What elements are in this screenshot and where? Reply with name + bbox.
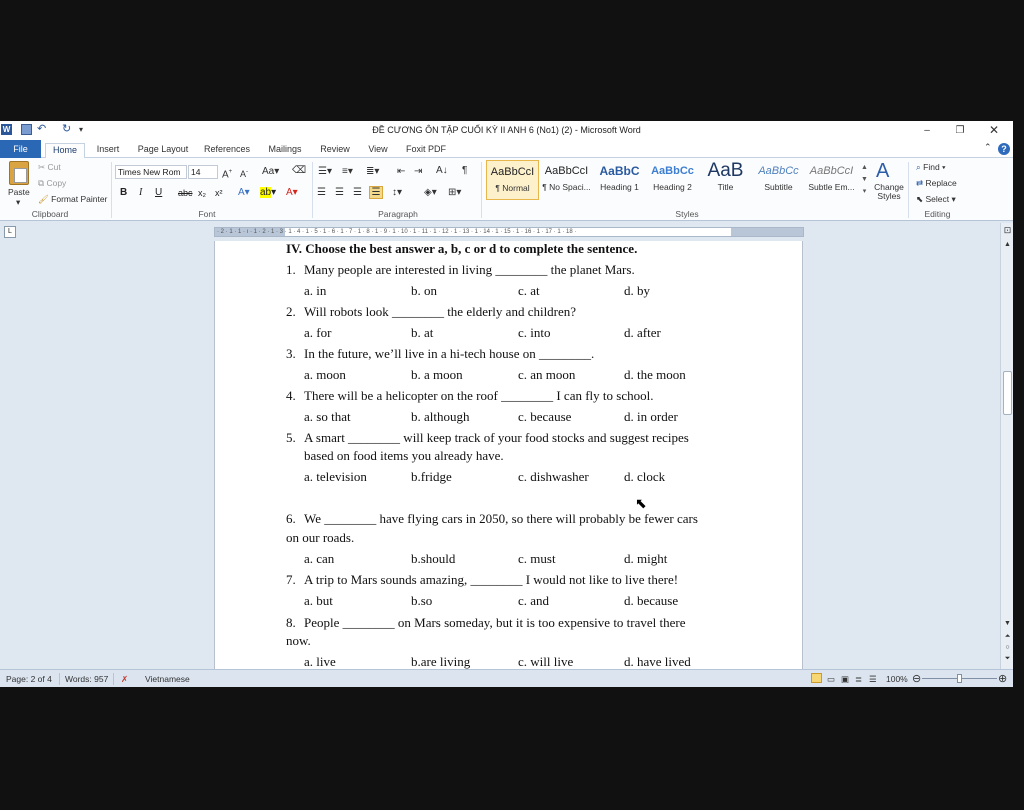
format-painter-icon: 🖌: [38, 194, 49, 204]
grow-font-icon[interactable]: A+: [222, 169, 233, 181]
option-b: b.fridge: [411, 469, 452, 484]
cut-label: Cut: [47, 162, 61, 172]
copy-icon: ⧉: [38, 178, 45, 188]
style-heading-1[interactable]: [593, 160, 646, 200]
copy-label: Copy: [46, 178, 67, 188]
tab-view[interactable]: View: [368, 144, 388, 154]
full-screen-reading-icon[interactable]: ▭: [827, 674, 836, 684]
tab-foxit-pdf[interactable]: Foxit PDF: [405, 144, 446, 154]
question-number: 8.: [286, 615, 296, 630]
option-a: a. moon: [304, 367, 346, 382]
question-text: We ________ have flying cars in 2050, so there will probably be fewer cars: [304, 511, 698, 526]
ribbon-tabs: [0, 140, 1013, 158]
styles-group-label: Styles: [675, 209, 699, 219]
status-divider: [113, 673, 114, 685]
strikethrough-icon[interactable]: abc: [178, 188, 193, 198]
print-layout-view-icon[interactable]: [811, 673, 822, 683]
text-effects-icon[interactable]: A▾: [238, 187, 250, 198]
option-b: b.are living: [411, 654, 471, 669]
question-number: 6.: [286, 511, 296, 526]
change-styles-icon[interactable]: A: [876, 160, 890, 182]
question-text-continued: now.: [286, 633, 311, 648]
option-b: b. at: [411, 325, 434, 340]
tab-mailings[interactable]: Mailings: [268, 144, 302, 154]
option-c: c. dishwasher: [518, 469, 589, 484]
align-left-icon[interactable]: ☰: [317, 187, 326, 198]
style-sample: AaBbCc: [758, 165, 799, 177]
style-name: ¶ No Spaci...: [542, 182, 591, 192]
zoom-level[interactable]: 100%: [886, 674, 908, 684]
group-divider: [908, 162, 909, 218]
question-text: People ________ on Mars someday, but it is too expensive to travel there: [304, 615, 686, 630]
option-c: c. at: [518, 283, 540, 298]
option-a: a. so that: [304, 409, 351, 424]
replace-icon: ⇄: [916, 178, 924, 188]
select-label: Select: [925, 194, 950, 204]
language-indicator[interactable]: Vietnamese: [145, 674, 190, 684]
web-layout-icon[interactable]: ▣: [841, 674, 850, 684]
justify-icon[interactable]: ☰: [369, 186, 383, 199]
highlight-color-icon[interactable]: ab▾: [260, 187, 277, 198]
tab-page-layout[interactable]: Page Layout: [137, 144, 189, 154]
question-text: There will be a helicopter on the roof ________ I can fly to school.: [304, 388, 654, 403]
subscript-icon[interactable]: x₂: [198, 188, 206, 198]
option-a: a. in: [304, 283, 327, 298]
question-text: Many people are interested in living ________ the planet Mars.: [304, 262, 635, 277]
word-window: [0, 121, 1013, 687]
question-number: 7.: [286, 572, 296, 587]
find-label: Find: [923, 162, 940, 172]
undo-icon[interactable]: ↶: [37, 123, 47, 135]
previous-page-icon[interactable]: ⏶: [1004, 633, 1011, 640]
mouse-cursor-icon: ⬉: [635, 495, 647, 511]
option-a: a. for: [304, 325, 332, 340]
word-app-icon[interactable]: W: [2, 125, 11, 134]
tab-review[interactable]: Review: [320, 144, 350, 154]
proofing-icon[interactable]: ✗: [121, 674, 129, 684]
option-c: c. an moon: [518, 367, 576, 382]
question-text-continued: on our roads.: [286, 530, 355, 545]
copy-button[interactable]: [38, 178, 66, 189]
option-d: d. after: [624, 325, 661, 340]
align-right-icon[interactable]: ☰: [353, 187, 362, 198]
help-icon[interactable]: ?: [998, 143, 1010, 155]
increase-indent-icon[interactable]: ⇥: [414, 166, 423, 177]
find-icon: ⌕: [916, 162, 921, 172]
style-name: ¶ Normal: [495, 183, 530, 193]
ruler-row: [0, 221, 1013, 241]
horizontal-ruler[interactable]: [214, 227, 804, 237]
find-button[interactable]: ⌕ Find ▾: [916, 162, 946, 172]
style-heading-2[interactable]: [646, 160, 699, 200]
option-b: b. a moon: [411, 367, 463, 382]
option-d: d. clock: [624, 469, 666, 484]
draft-view-icon[interactable]: ☰: [869, 674, 877, 684]
font-size-combo[interactable]: 14: [188, 165, 218, 179]
clipboard-group-label: Clipboard: [31, 209, 69, 219]
question-text: Will robots look ________ the elderly and children?: [304, 304, 577, 319]
question-number: 5.: [286, 430, 296, 445]
bold-icon[interactable]: B: [120, 187, 128, 198]
zoom-in-icon[interactable]: ⊕: [998, 673, 1008, 685]
align-center-icon[interactable]: ☰: [335, 187, 344, 198]
style-sample: AaBbCcI: [544, 165, 589, 177]
option-d: d. in order: [624, 409, 678, 424]
style-subtle-emphasis[interactable]: [805, 160, 858, 200]
clear-formatting-icon[interactable]: ⌫: [292, 165, 307, 176]
style-name: Subtle Em...: [808, 182, 855, 192]
page-count[interactable]: Page: 2 of 4: [6, 674, 52, 684]
option-c: c. will live: [518, 654, 574, 669]
option-b: b. although: [411, 409, 470, 424]
vertical-scrollbar[interactable]: [1000, 223, 1013, 669]
change-styles-button[interactable]: Change Styles: [874, 182, 904, 201]
line-spacing-icon[interactable]: ↕▾: [392, 187, 403, 198]
option-c: c. into: [518, 325, 551, 340]
replace-label: Replace: [925, 178, 957, 188]
sort-icon[interactable]: A↓: [436, 165, 448, 176]
option-d: d. have lived: [624, 654, 691, 669]
show-hide-marks-icon[interactable]: ¶: [462, 165, 468, 176]
redo-icon[interactable]: ↻: [62, 123, 72, 135]
tab-insert[interactable]: Insert: [96, 144, 120, 154]
style-sample: AaBbCc: [651, 165, 694, 177]
status-bar: [0, 669, 1013, 687]
ribbon-home: [0, 158, 1013, 221]
numbering-icon[interactable]: ≡▾: [342, 166, 353, 177]
paste-button[interactable]: Paste: [8, 187, 30, 197]
scrollbar-thumb[interactable]: [1003, 371, 1012, 415]
restore-button[interactable]: ❐: [955, 125, 965, 136]
option-d: d. might: [624, 551, 668, 566]
tab-references[interactable]: References: [203, 144, 251, 154]
zoom-slider-thumb[interactable]: [957, 674, 962, 683]
status-divider: [59, 673, 60, 685]
option-c: c. because: [518, 409, 572, 424]
style-name: Heading 2: [653, 182, 692, 192]
shading-icon[interactable]: ◈▾: [424, 187, 437, 198]
ruler-ticks: · 2 · 1 · 1 · ı · 1 · 2 · 1 · 3 · 1 · 4 · 1 · 5 · 1 · 6 · 1 · 7 · 1 · 8 · 1 · 9 · 1 · 10 · 1 · 11 · 1 · 12 · 1 · 13 · 1 · 14 · 1 · 15 · 1 · 16 · 1 · 17 · 1 · 18 ·: [217, 229, 577, 235]
select-button[interactable]: ⬉ Select ▾: [916, 194, 956, 204]
option-c: c. must: [518, 551, 556, 566]
cut-button[interactable]: [38, 162, 61, 173]
tab-home[interactable]: Home: [45, 143, 85, 158]
paragraph-group-label: Paragraph: [378, 209, 418, 219]
word-count[interactable]: Words: 957: [65, 674, 109, 684]
option-d: d. because: [624, 593, 679, 608]
borders-icon[interactable]: ⊞▾: [448, 187, 462, 198]
scroll-up-icon[interactable]: ▲: [1004, 241, 1011, 248]
option-b: b.so: [411, 593, 433, 608]
style-sample: AaB: [707, 160, 744, 181]
style-subtitle[interactable]: [752, 160, 805, 200]
font-name-combo[interactable]: Times New Rom: [115, 165, 187, 179]
style-name: Title: [717, 182, 734, 192]
zoom-out-icon[interactable]: ⊖: [912, 673, 922, 685]
style-name: Heading 1: [600, 182, 639, 192]
superscript-icon[interactable]: x²: [215, 188, 223, 198]
option-a: a. can: [304, 551, 335, 566]
style-sample: AaBbC: [599, 164, 640, 178]
option-b: b. on: [411, 283, 437, 298]
style-no-spacing[interactable]: [540, 160, 593, 200]
styles-scroll-icon[interactable]: ▲ ▼ ▾: [861, 164, 868, 195]
ruler-right-margin: [731, 228, 803, 236]
option-d: d. by: [624, 283, 650, 298]
title-bar: [0, 121, 1013, 140]
paste-dropdown-icon[interactable]: ▾: [16, 197, 21, 207]
style-sample: AaBbCcI: [490, 166, 535, 178]
bullets-icon[interactable]: ☰▾: [318, 166, 332, 177]
option-a: a. television: [304, 469, 367, 484]
shrink-font-icon[interactable]: A-: [240, 169, 249, 179]
font-group-label: Font: [198, 209, 216, 219]
document-area: [0, 241, 1000, 669]
style-normal[interactable]: [486, 160, 539, 200]
question-text-continued: based on food items you already have.: [304, 448, 504, 463]
question-number: 4.: [286, 388, 296, 403]
view-ruler-icon[interactable]: ⊡: [1003, 225, 1012, 235]
select-icon: ⬉: [916, 194, 924, 204]
underline-icon[interactable]: U: [155, 187, 163, 198]
tab-selector-icon[interactable]: L: [4, 226, 16, 238]
question-number: 2.: [286, 304, 296, 319]
outline-view-icon[interactable]: ≣: [855, 674, 863, 684]
format-painter-button[interactable]: [38, 194, 107, 205]
scroll-down-icon[interactable]: ▼: [1004, 620, 1011, 627]
question-number: 3.: [286, 346, 296, 361]
change-case-icon[interactable]: Aa▾: [262, 166, 280, 177]
decrease-indent-icon[interactable]: ⇤: [397, 166, 406, 177]
option-d: d. the moon: [624, 367, 686, 382]
document-title: ĐỀ CƯƠNG ÔN TẬP CUỐI KỲ II ANH 6 (No1) (2) - Microsoft Word: [372, 125, 641, 135]
question-text: A trip to Mars sounds amazing, ________ I would not like to live there!: [304, 572, 679, 587]
replace-button[interactable]: [916, 178, 957, 189]
document-page[interactable]: [214, 241, 803, 669]
editing-group-label: Editing: [924, 209, 951, 219]
cut-icon: ✂: [38, 162, 46, 172]
section-heading: IV. Choose the best answer a, b, c or d to complete the sentence.: [286, 241, 638, 256]
style-sample: AaBbCcI: [809, 165, 854, 177]
option-a: a. live: [304, 654, 336, 669]
close-button[interactable]: ✕: [988, 123, 1000, 137]
paste-icon[interactable]: [9, 161, 29, 185]
next-page-icon[interactable]: ⏷: [1004, 655, 1011, 662]
font-color-icon[interactable]: A▾: [286, 187, 298, 198]
question-text: A smart ________ will keep track of your food stocks and suggest recipes: [304, 430, 689, 445]
minimize-button[interactable]: –: [924, 125, 930, 136]
select-browse-object-icon[interactable]: ○: [1005, 644, 1010, 651]
customize-quick-access-icon[interactable]: ▾: [79, 125, 84, 134]
option-c: c. and: [518, 593, 550, 608]
question-number: 1.: [286, 262, 296, 277]
question-text: In the future, we’ll live in a hi-tech house on ________.: [304, 346, 595, 361]
format-painter-label: Format Painter: [51, 194, 108, 204]
collapse-ribbon-icon[interactable]: ⌃: [984, 142, 992, 152]
style-title[interactable]: [699, 160, 752, 200]
italic-icon[interactable]: I: [139, 187, 143, 198]
multilevel-list-icon[interactable]: ≣▾: [366, 166, 380, 177]
style-name: Subtitle: [764, 182, 793, 192]
tab-file[interactable]: File: [0, 140, 41, 158]
option-b: b.should: [411, 551, 456, 566]
option-a: a. but: [304, 593, 333, 608]
